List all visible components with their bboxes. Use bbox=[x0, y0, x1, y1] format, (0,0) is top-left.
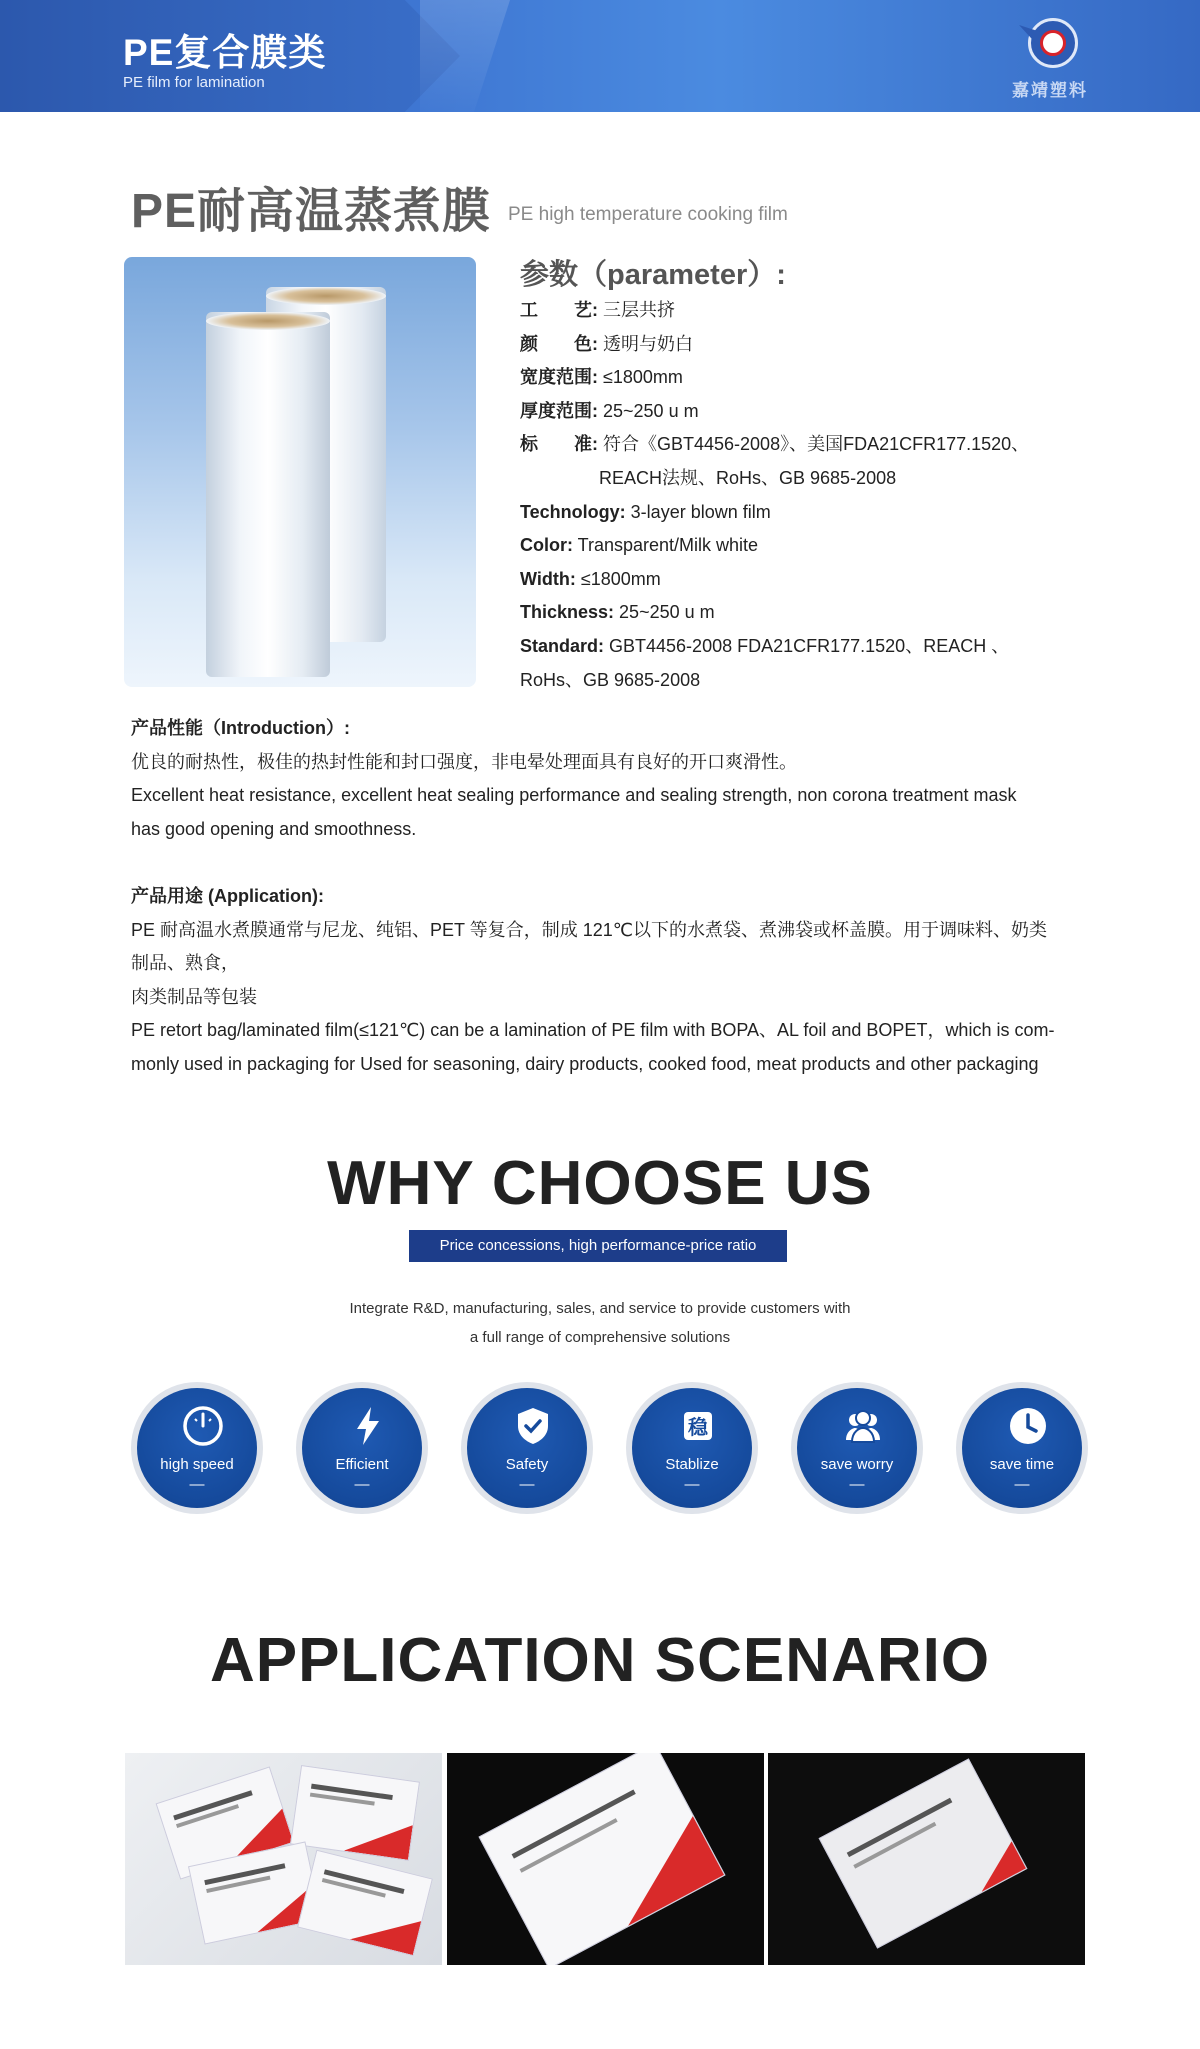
feature-dash: — bbox=[849, 1476, 865, 1493]
introduction-section bbox=[131, 712, 1061, 846]
feature-high-speed[interactable] bbox=[131, 1382, 263, 1514]
product-title: PE耐高温蒸煮膜 bbox=[131, 185, 492, 238]
header-banner bbox=[0, 0, 1200, 112]
feature-label: save time bbox=[989, 1456, 1055, 1473]
parameter-list bbox=[520, 294, 1050, 697]
logo-text: 嘉靖塑料 bbox=[1012, 81, 1088, 100]
param-row-width-en: Width: ≤1800mm bbox=[520, 568, 661, 589]
logo-mark-icon bbox=[1028, 18, 1078, 68]
feature-label: save worry bbox=[820, 1456, 894, 1473]
introduction-cn: 优良的耐热性，极佳的热封性能和封口强度，非电晕处理面具有良好的开口爽滑性。 bbox=[131, 751, 797, 772]
param-standard-continued: REACH法规、RoHs、GB 9685-2008 bbox=[599, 467, 897, 488]
feature-dash: — bbox=[354, 1476, 370, 1493]
introduction-en-line2: has good opening and smoothness. bbox=[131, 818, 417, 839]
application-en-line2: monly used in packaging for Used for seasoning, dairy products, cooked food, meat products and other packaging bbox=[131, 1053, 1039, 1074]
stable-badge-icon bbox=[676, 1404, 720, 1448]
feature-dash: — bbox=[189, 1476, 205, 1493]
pouch-image bbox=[819, 1758, 1028, 1948]
pouch-image bbox=[297, 1850, 433, 1957]
why-tagline-badge: Price concessions, high performance-price ratio bbox=[409, 1230, 787, 1262]
clock-icon bbox=[1006, 1404, 1050, 1448]
feature-save-time[interactable] bbox=[956, 1382, 1088, 1514]
film-roll-front bbox=[206, 312, 330, 677]
lightning-icon bbox=[346, 1404, 390, 1448]
application-section bbox=[131, 880, 1061, 1082]
application-cn-line1: PE 耐高温水煮膜通常与尼龙、纯铝、PET 等复合，制成 121℃以下的水煮袋、煮沸袋或杯盖膜。用于调味料、奶类制品、熟食， bbox=[131, 919, 1047, 974]
param-row-standard-en: Standard: GBT4456-2008 FDA21CFR177.1520、REACH 、 bbox=[520, 635, 1010, 656]
feature-save-worry[interactable] bbox=[791, 1382, 923, 1514]
pouch-image bbox=[478, 1753, 725, 1965]
svg-text:稳: 稳 bbox=[688, 1415, 708, 1439]
feature-stablize[interactable] bbox=[626, 1382, 758, 1514]
application-scenario-title: APPLICATION SCENARIO bbox=[209, 1626, 991, 1695]
why-description: Integrate R&D, manufacturing, sales, and service to provide customers with a full range of comprehensive solutions bbox=[349, 1300, 851, 1346]
introduction-heading: 产品性能（Introduction）: bbox=[131, 718, 350, 738]
feature-label: Efficient bbox=[335, 1456, 389, 1473]
introduction-en-line1: Excellent heat resistance, excellent heat sealing performance and sealing strength, non corona treatment mask bbox=[131, 785, 1017, 806]
product-subtitle: PE high temperature cooking film bbox=[508, 204, 788, 225]
banner-highlight bbox=[420, 0, 510, 112]
scenario-image-3 bbox=[768, 1753, 1085, 1965]
shield-check-icon bbox=[511, 1404, 555, 1448]
product-image bbox=[124, 257, 476, 687]
pouch-image bbox=[290, 1765, 420, 1861]
param-row-standard: 标 准: 符合《GBT4456-2008》、美国FDA21CFR177.1520、 bbox=[520, 434, 1030, 455]
application-en-line1: PE retort bag/laminated film(≤121℃) can be a lamination of PE film with BOPA、AL foil and BOPET，which is com- bbox=[131, 1020, 1055, 1041]
users-icon bbox=[841, 1404, 885, 1448]
feature-safety[interactable] bbox=[461, 1382, 593, 1514]
company-logo[interactable] bbox=[1004, 14, 1096, 100]
application-heading: 产品用途 (Application): bbox=[131, 886, 324, 906]
feature-label: high speed bbox=[160, 1456, 234, 1473]
feature-dash: — bbox=[684, 1476, 700, 1493]
param-row-technology: Technology: 3-layer blown film bbox=[520, 501, 771, 522]
speedometer-icon bbox=[181, 1404, 225, 1448]
parameter-heading: 参数（parameter）: bbox=[520, 259, 786, 291]
feature-label: Safety bbox=[505, 1456, 549, 1473]
param-row-process: 工 艺: 三层共挤 bbox=[520, 300, 676, 320]
feature-efficient[interactable] bbox=[296, 1382, 428, 1514]
category-title: PE复合膜类 bbox=[123, 32, 327, 73]
scenario-image-2 bbox=[447, 1753, 764, 1965]
param-row-thickness-en: Thickness: 25~250 u m bbox=[520, 602, 715, 623]
param-row-color-en: Color: Transparent/Milk white bbox=[520, 535, 759, 556]
param-row-thickness: 厚度范围: 25~250 u m bbox=[520, 400, 699, 421]
feature-dash: — bbox=[1014, 1476, 1030, 1493]
why-choose-us-title: WHY CHOOSE US bbox=[327, 1149, 873, 1218]
category-subtitle: PE film for lamination bbox=[123, 74, 265, 91]
param-row-color: 颜 色: 透明与奶白 bbox=[520, 333, 694, 354]
scenario-image-1 bbox=[125, 1753, 442, 1965]
application-cn-line2: 肉类制品等包装 bbox=[131, 986, 257, 1007]
feature-dash: — bbox=[519, 1476, 535, 1493]
feature-label: Stablize bbox=[665, 1456, 719, 1473]
param-row-width: 宽度范围: ≤1800mm bbox=[520, 367, 683, 388]
param-standard-en-continued: RoHs、GB 9685-2008 bbox=[520, 669, 701, 690]
